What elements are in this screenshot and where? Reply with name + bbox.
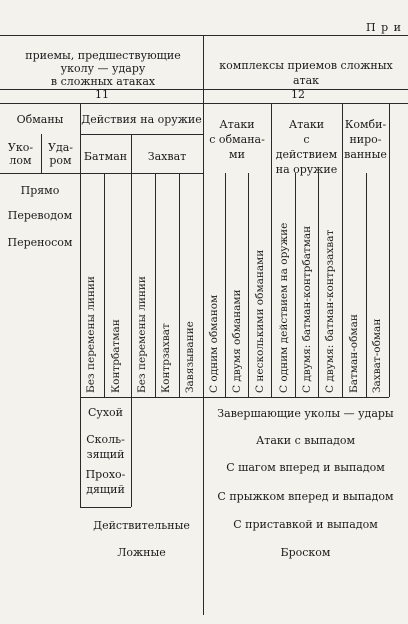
rule-zahvat-split1	[155, 173, 156, 397]
header-right: комплексы приемов сложных атак	[219, 59, 393, 87]
rot-bez-peremeny-2: Без перемены линии	[136, 276, 148, 393]
rot-batman-obman: Батман-обман	[348, 314, 360, 393]
rule-batman-bottom	[80, 173, 203, 174]
rule-batman-types-bottom	[80, 507, 131, 508]
rule-deist-1	[295, 173, 296, 397]
batman-type-suhoi: Сухой	[87, 406, 124, 419]
batman-type-prohodyashchiy: Прохо- дящий	[85, 468, 126, 496]
rule-komb-1	[366, 173, 367, 397]
rule-zahvat-split2	[179, 173, 180, 397]
header-left: приемы, предшествующие уколу — удару в сложных атаках	[25, 49, 181, 88]
page-header-right: П р и	[366, 21, 402, 34]
rule-deist-2	[318, 173, 319, 397]
rule-rotated-bottom-left	[80, 397, 203, 398]
rot-neskolko-obmanov: С несколькими обманами	[254, 249, 266, 393]
bottom-ataki-vypadom: Атаки с выпадом	[255, 434, 356, 447]
col-udarom: Уда- ром	[48, 141, 73, 167]
bottom-pryzhkom-vpered: С прыжком вперед и выпадом	[217, 490, 394, 503]
col-batman: Батман	[83, 150, 128, 163]
rule-header-bottom	[0, 89, 408, 90]
rule-obm-2	[248, 173, 249, 397]
col-zahvat: Захват	[147, 150, 187, 163]
left-item-perevodom: Переводом	[7, 209, 73, 222]
col-deistvia: Действия на оружие	[81, 113, 202, 126]
rule-deistvia-bottom	[80, 134, 203, 135]
rot-bez-peremeny-1: Без перемены линии	[85, 276, 97, 393]
rot-odin-obman: С одним обманом	[208, 294, 220, 393]
rule-obm-1	[225, 173, 226, 397]
rule-batman-zahvat	[131, 134, 132, 507]
rot-zahvat-obman: Захват-обман	[371, 318, 383, 393]
col-ataki-obmanami: Атаки с обмана- ми	[209, 118, 265, 161]
section-number-left: 11	[95, 88, 109, 101]
rule-rotated-bottom-right	[203, 397, 389, 398]
rule-top	[0, 35, 408, 36]
col-ukolom: Уко- лом	[7, 141, 34, 167]
bottom-deistvitelnye: Действительные	[93, 519, 190, 532]
rot-dva-obmana: С двумя обманами	[231, 289, 243, 393]
left-item-pryamo: Прямо	[20, 184, 60, 197]
bottom-broskom: Броском	[280, 546, 331, 559]
bottom-lozhnye: Ложные	[117, 546, 166, 559]
rule-right-edge	[389, 103, 390, 397]
rot-odno-deistvie: С одним действием на оружие	[278, 222, 290, 393]
rot-kontrzahvat: Контрзахват	[160, 323, 172, 393]
bottom-shagom-vpered: С шагом вперед и выпадом	[226, 461, 385, 474]
rot-batman-kontrzahvat: С двумя: батман-контрзахват	[324, 229, 336, 393]
rule-obmany-bottom	[0, 173, 80, 174]
rule-number-bottom	[0, 103, 408, 104]
bottom-zavershayushchie: Завершающие уколы — удары	[217, 407, 394, 420]
left-item-perenosom: Переносом	[7, 236, 73, 249]
batman-type-skolzyashchiy: Сколь- зящий	[86, 433, 125, 461]
col-obmany: Обманы	[16, 113, 64, 126]
col-kombinirovannye: Комби- ниро- ванные	[344, 118, 387, 161]
rule-batman-split	[104, 173, 105, 397]
section-number-right: 12	[291, 88, 305, 101]
rot-kontrbatman: Контрбатман	[110, 319, 122, 393]
bottom-pristavkoi: С приставкой и выпадом	[233, 518, 378, 531]
rot-zavyazyvanie: Завязывание	[184, 321, 196, 393]
rot-batman-kontrbatman: С двумя: батман-контрбатман	[301, 225, 313, 393]
col-ataki-deistviem: Атаки с действием на оружие	[275, 118, 338, 176]
